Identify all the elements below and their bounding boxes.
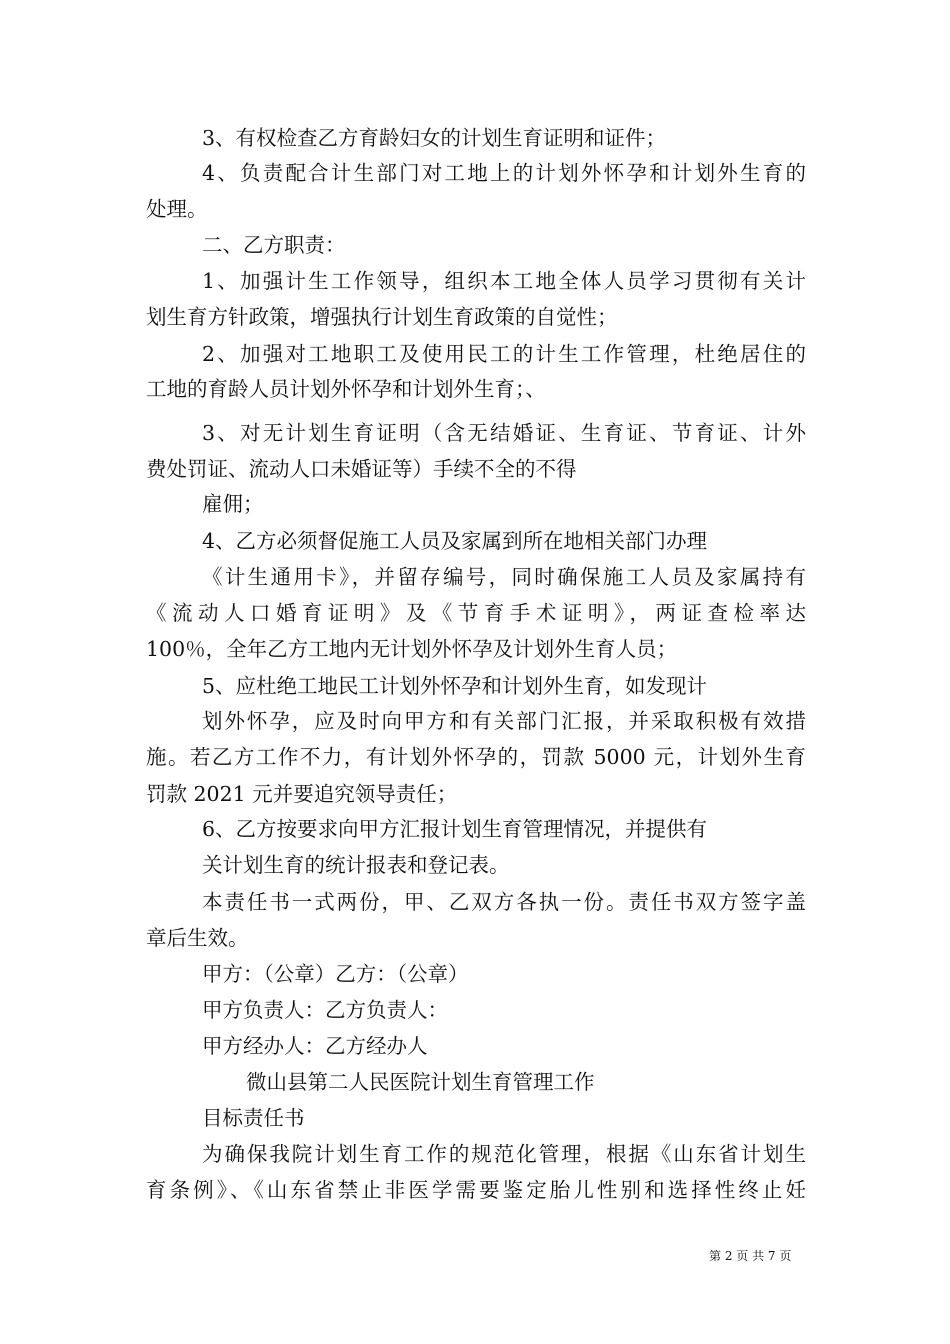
document-title: 目标责任书 xyxy=(202,1106,305,1130)
text-line: 3、有权检查乙方育龄妇女的计划生育证明和证件； xyxy=(202,126,667,150)
text-line: 处理。 xyxy=(146,197,208,221)
text-line: 雇佣； xyxy=(202,492,264,516)
text-line: 关计划生育的统计报表和登记表。 xyxy=(202,853,510,877)
document-title: 微山县第二人民医院计划生育管理工作 xyxy=(246,1070,595,1094)
text-line: 2、加强对工地职工及使用民工的计生工作管理，杜绝居住的 xyxy=(202,342,806,366)
text-line: 1、加强计生工作领导，组织本工地全体人员学习贯彻有关计 xyxy=(202,269,806,293)
text-line: 3、对无计划生育证明（含无结婚证、生育证、节育证、计外 xyxy=(202,421,806,445)
text-line: 《流动人口婚育证明》及《节育手术证明》，两证查检率达 xyxy=(146,601,806,625)
text-line: 4、负责配合计生部门对工地上的计划外怀孕和计划外生育的 xyxy=(202,161,806,185)
text-line: 划生育方针政策，增强执行计划生育政策的自觉性； xyxy=(146,305,618,329)
text-line: 罚款 2021 元并要追究领导责任； xyxy=(146,782,458,806)
text-line: 施。若乙方工作不力，有计划外怀孕的，罚款 5000 元，计划外生育 xyxy=(146,745,806,769)
text-line: 100％，全年乙方工地内无计划外怀孕及计划外生育人员； xyxy=(146,637,678,661)
text-line: 《计生通用卡》，并留存编号，同时确保施工人员及家属持有 xyxy=(202,565,806,589)
signature-line: 甲方负责人：乙方负责人： xyxy=(202,998,448,1022)
text-line: 划外怀孕，应及时向甲方和有关部门汇报，并采取积极有效措 xyxy=(202,709,806,733)
text-line: 6、乙方按要求向甲方汇报计划生育管理情况，并提供有 xyxy=(202,817,708,841)
text-line: 章后生效。 xyxy=(146,926,249,950)
signature-line: 甲方：（公章）乙方：（公章） xyxy=(202,962,469,986)
text-line: 4、乙方必须督促施工人员及家属到所在地相关部门办理 xyxy=(202,529,708,553)
text-line: 5、应杜绝工地民工计划外怀孕和计划外生育，如发现计 xyxy=(202,674,708,698)
text-line: 育条例》、《山东省禁止非医学需要鉴定胎儿性别和选择性终止妊 xyxy=(146,1178,806,1202)
text-line: 为确保我院计划生育工作的规范化管理，根据《山东省计划生 xyxy=(202,1142,806,1166)
text-line: 费处罚证、流动人口未婚证等）手续不全的不得 xyxy=(146,457,577,481)
signature-line: 甲方经办人：乙方经办人 xyxy=(202,1034,428,1058)
page-number: 第 2 页 共 7 页 xyxy=(709,1249,792,1263)
text-line: 工地的育龄人员计划外怀孕和计划外生育；、 xyxy=(146,377,546,401)
section-heading: 二、乙方职责： xyxy=(202,233,346,257)
text-line: 本责任书一式两份，甲、乙双方各执一份。责任书双方签字盖 xyxy=(202,890,806,914)
